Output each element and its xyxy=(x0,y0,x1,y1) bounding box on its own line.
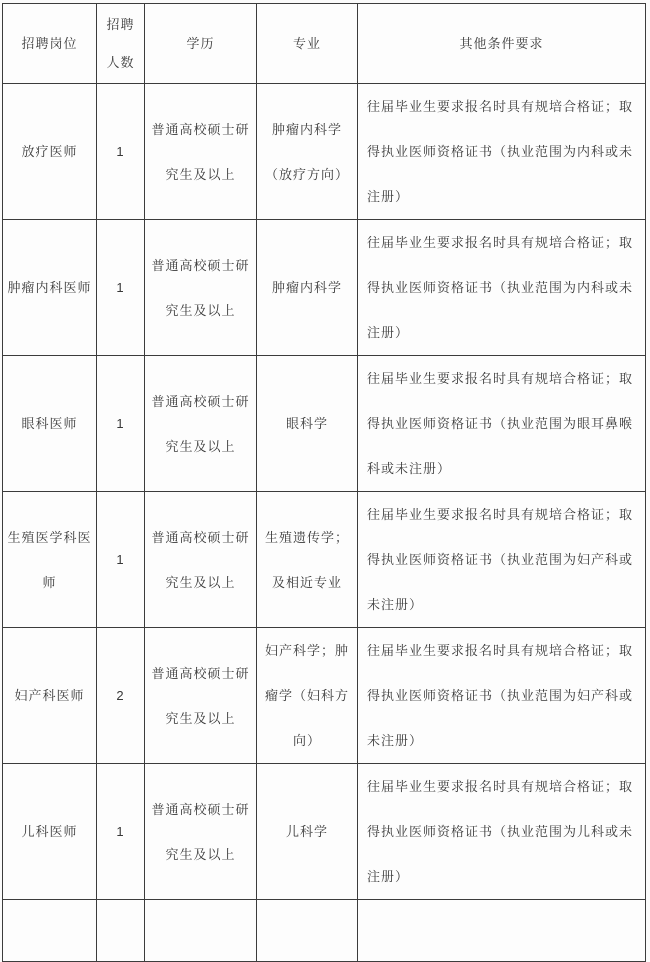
cell-position: 眼科医师 xyxy=(3,356,97,492)
col-header-position: 招聘岗位 xyxy=(3,4,97,84)
table-row xyxy=(3,356,646,492)
table-row-partial xyxy=(3,900,646,962)
cell-count: 1 xyxy=(97,84,145,220)
cell-major: 妇产科学；肿瘤学（妇科方向） xyxy=(257,628,358,764)
cell-major xyxy=(257,900,358,962)
col-header-requirements: 其他条件要求 xyxy=(358,4,646,84)
table-row xyxy=(3,628,646,764)
cell-position: 肿瘤内科医师 xyxy=(3,220,97,356)
cell-education: 普通高校硕士研究生及以上 xyxy=(145,356,257,492)
header-row xyxy=(3,4,646,84)
recruitment-table xyxy=(2,3,646,962)
cell-requirements: 往届毕业生要求报名时具有规培合格证；取得执业医师资格证书（执业范围为儿科或未注册） xyxy=(358,764,646,900)
table-row xyxy=(3,764,646,900)
cell-education xyxy=(145,900,257,962)
cell-major: 儿科学 xyxy=(257,764,358,900)
cell-education: 普通高校硕士研究生及以上 xyxy=(145,492,257,628)
cell-position: 放疗医师 xyxy=(3,84,97,220)
cell-count: 2 xyxy=(97,628,145,764)
table-row xyxy=(3,220,646,356)
cell-requirements: 往届毕业生要求报名时具有规培合格证；取得执业医师资格证书（执业范围为妇产科或未注册） xyxy=(358,628,646,764)
cell-major: 眼科学 xyxy=(257,356,358,492)
table-row xyxy=(3,84,646,220)
cell-education: 普通高校硕士研究生及以上 xyxy=(145,84,257,220)
cell-requirements: 往届毕业生要求报名时具有规培合格证；取得执业医师资格证书（执业范围为内科或未注册） xyxy=(358,84,646,220)
cell-requirements: 往届毕业生要求报名时具有规培合格证；取得执业医师资格证书（执业范围为妇产科或未注册） xyxy=(358,492,646,628)
cell-position: 生殖医学科医师 xyxy=(3,492,97,628)
col-header-major: 专业 xyxy=(257,4,358,84)
cell-requirements: 往届毕业生要求报名时具有规培合格证；取得执业医师资格证书（执业范围为眼耳鼻喉科或未注册） xyxy=(358,356,646,492)
col-header-education: 学历 xyxy=(145,4,257,84)
cell-requirements: 往届毕业生要求报名时具有规培合格证；取得执业医师资格证书（执业范围为内科或未注册） xyxy=(358,220,646,356)
cell-education: 普通高校硕士研究生及以上 xyxy=(145,628,257,764)
cell-count: 1 xyxy=(97,492,145,628)
cell-count: 1 xyxy=(97,356,145,492)
cell-count: 1 xyxy=(97,220,145,356)
cell-position: 妇产科医师 xyxy=(3,628,97,764)
cell-position xyxy=(3,900,97,962)
cell-position: 儿科医师 xyxy=(3,764,97,900)
cell-requirements xyxy=(358,900,646,962)
table-row xyxy=(3,492,646,628)
cell-major: 肿瘤内科学 xyxy=(257,220,358,356)
cell-education: 普通高校硕士研究生及以上 xyxy=(145,220,257,356)
cell-count: 1 xyxy=(97,764,145,900)
col-header-count: 招聘人数 xyxy=(97,4,145,84)
cell-count xyxy=(97,900,145,962)
cell-education: 普通高校硕士研究生及以上 xyxy=(145,764,257,900)
cell-major: 肿瘤内科学（放疗方向） xyxy=(257,84,358,220)
table-body xyxy=(3,84,646,962)
cell-major: 生殖遗传学；及相近专业 xyxy=(257,492,358,628)
